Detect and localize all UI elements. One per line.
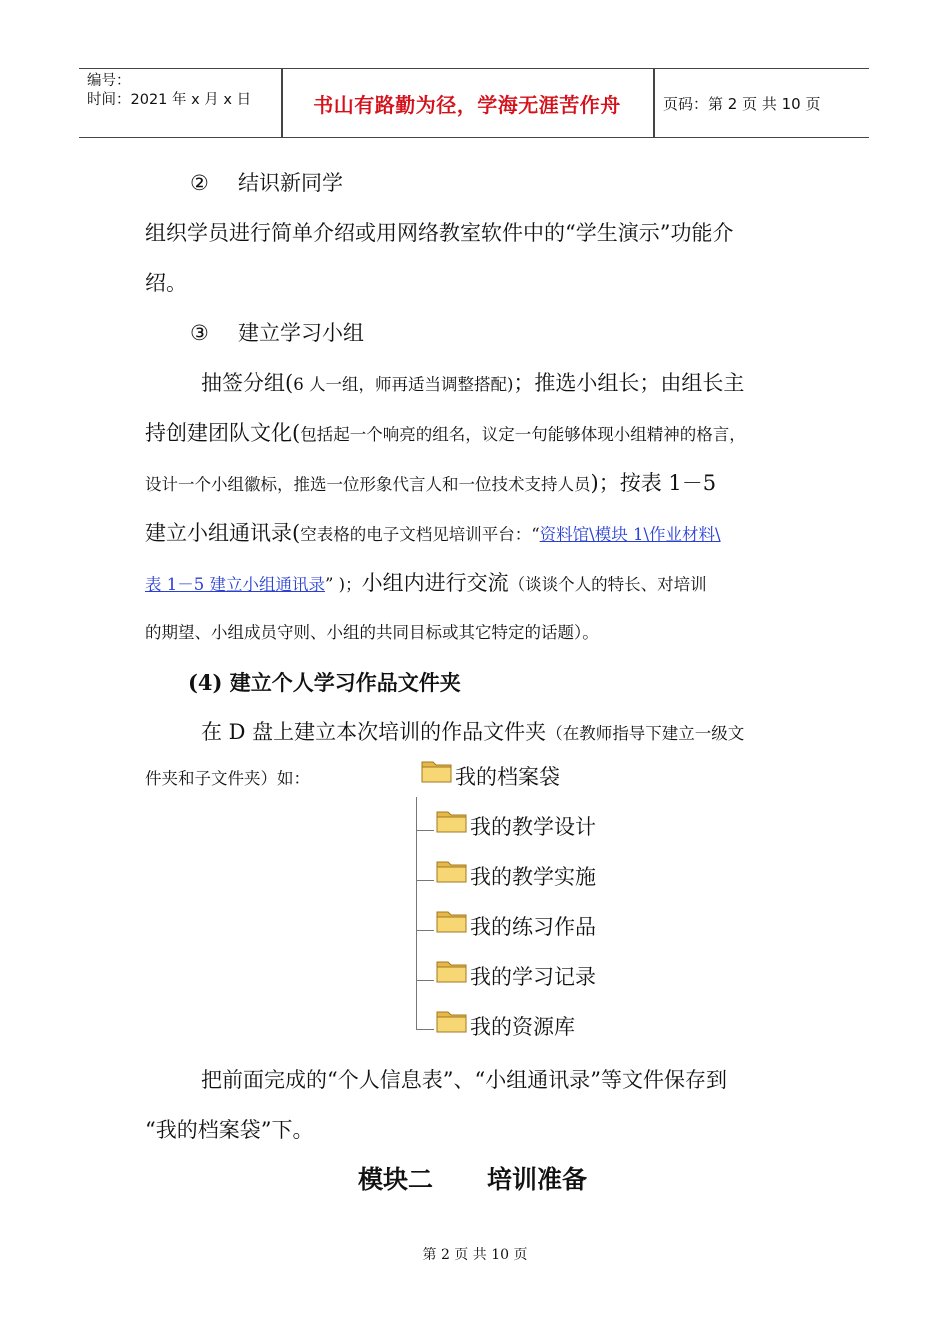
module-title-part-b: 培训准备 xyxy=(487,1165,588,1194)
folder-icon xyxy=(436,858,468,884)
paragraph-line: 件夹和子文件夹）如： xyxy=(145,769,310,788)
contact-list-link[interactable]: 表 1－5 建立小组通讯录 xyxy=(145,575,325,594)
text-run: 小组内进行交流 xyxy=(361,571,509,595)
paragraph-line xyxy=(145,418,746,450)
tree-branch xyxy=(416,980,434,981)
folder-icon xyxy=(436,808,468,834)
header-meta xyxy=(87,72,251,110)
module-title-part-a: 模块二 xyxy=(358,1165,434,1194)
paragraph-line xyxy=(201,368,744,400)
text-run: ；推选小组长；由组长主 xyxy=(513,371,745,395)
folder-item-label[interactable]: 我的教学实施 xyxy=(470,865,596,889)
text-run: ” )； xyxy=(325,575,362,594)
item-3-heading xyxy=(190,318,364,348)
folder-icon xyxy=(436,958,468,984)
folder-root-label[interactable]: 我的档案袋 xyxy=(455,765,560,789)
text-run: 抽签分组( xyxy=(201,371,294,395)
tree-branch xyxy=(416,830,434,831)
paragraph-line xyxy=(145,568,707,600)
item-3-number: ③ xyxy=(190,321,209,345)
platform-link[interactable]: 资料馆\模块 1\作业材料\ xyxy=(539,525,721,544)
paragraph-line xyxy=(145,468,716,500)
folder-item-label[interactable]: 我的学习记录 xyxy=(470,965,596,989)
text-run: 建立小组通讯录( xyxy=(145,521,301,545)
text-run: )；按表 1－5 xyxy=(590,471,717,495)
item-2-heading xyxy=(190,168,343,198)
header-number: 编号： xyxy=(87,73,131,89)
header-motto: 书山有路勤为径，学海无涯苦作舟 xyxy=(313,92,621,117)
text-run: （谈谈个人的特长、对培训 xyxy=(508,575,707,594)
item-2-title: 结识新同学 xyxy=(238,171,343,195)
tree-branch xyxy=(416,930,434,931)
header-page-number: 页码：第 2 页 共 10 页 xyxy=(663,94,821,113)
folder-icon xyxy=(421,758,453,784)
folder-icon xyxy=(436,1008,468,1034)
document-header xyxy=(79,68,869,138)
folder-icon xyxy=(436,908,468,934)
folder-item-label[interactable]: 我的练习作品 xyxy=(470,915,596,939)
header-divider xyxy=(653,69,655,137)
folder-item-label[interactable]: 我的资源库 xyxy=(470,1015,575,1039)
tree-line xyxy=(416,797,417,1029)
text-run: 设计一个小组徽标，推选一位形象代言人和一位技术支持人员 xyxy=(145,475,591,494)
paragraph-line: “我的档案袋”下。 xyxy=(145,1118,314,1142)
tree-branch xyxy=(416,1029,434,1030)
text-run: 在 D 盘上建立本次培训的作品文件夹 xyxy=(201,720,547,744)
paragraph-line xyxy=(201,717,744,749)
header-time: 时间：2021 年 x 月 x 日 xyxy=(87,92,252,108)
item-3-title: 建立学习小组 xyxy=(238,321,364,345)
paragraph-line: 把前面完成的“个人信息表”、“小组通讯录”等文件保存到 xyxy=(201,1068,727,1092)
text-run: 空表格的电子文档见培训平台：“ xyxy=(300,525,540,544)
paragraph-line: 绍。 xyxy=(145,271,187,295)
paragraph-line xyxy=(145,518,721,550)
page-footer: 第 2 页 共 10 页 xyxy=(422,1247,528,1263)
text-run: 包括起一个响亮的组名，议定一句能够体现小组精神的格言， xyxy=(300,425,746,444)
section-4-heading: (4) 建立个人学习作品文件夹 xyxy=(188,670,461,695)
tree-branch xyxy=(416,880,434,881)
paragraph-line: 组织学员进行简单介绍或用网络教室软件中的“学生演示”功能介 xyxy=(145,221,734,245)
text-run: 持创建团队文化( xyxy=(145,421,301,445)
folder-item-label[interactable]: 我的教学设计 xyxy=(470,815,596,839)
text-run: （在教师指导下建立一级文 xyxy=(546,724,745,743)
paragraph-line: 的期望、小组成员守则、小组的共同目标或其它特定的话题）。 xyxy=(145,623,599,642)
item-2-number: ② xyxy=(190,171,209,195)
text-run: 6 人一组，师再适当调整搭配) xyxy=(293,375,514,394)
